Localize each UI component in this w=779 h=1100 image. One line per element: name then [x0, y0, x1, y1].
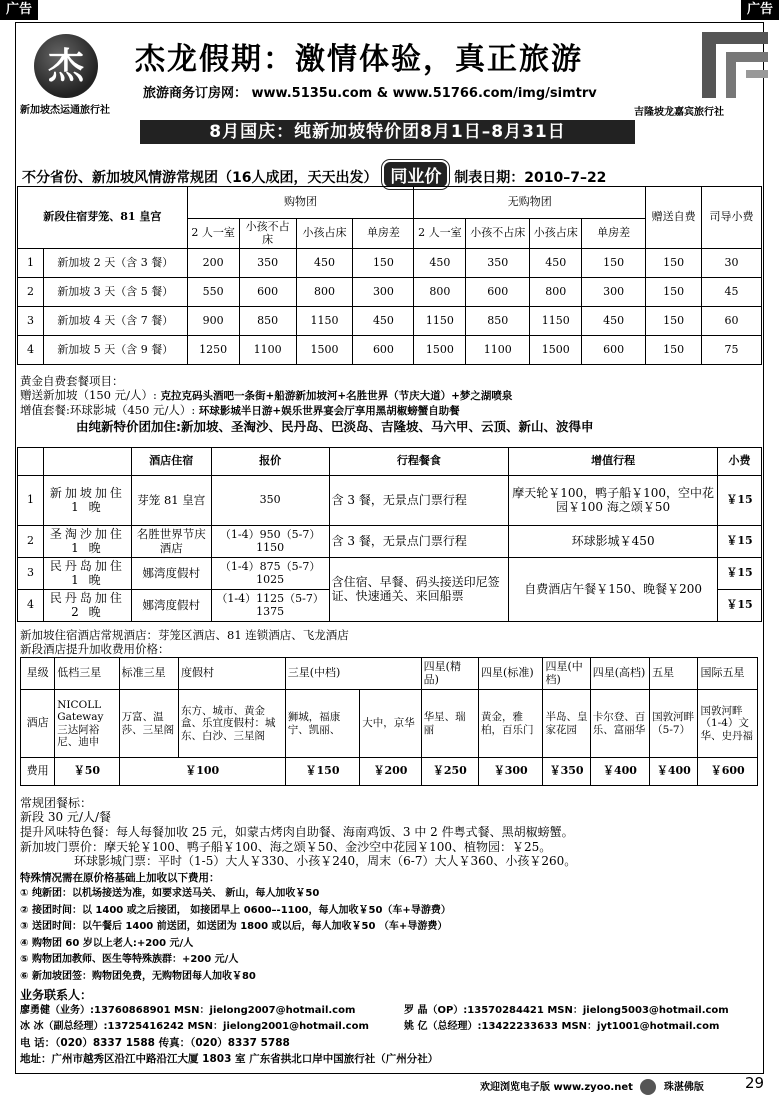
price-cell: 1100 — [466, 336, 530, 365]
star-level: 标准三星 — [119, 658, 178, 690]
table-row — [18, 249, 762, 278]
longjiabin-logo-icon — [700, 30, 770, 100]
extension-hotel: 名胜世界节庆酒店 — [131, 526, 211, 558]
trade-price-badge: 同业价 — [382, 160, 449, 189]
no-shopping-group-header: 无购物团 — [414, 187, 646, 219]
hotel-note-1: 新加坡住宿酒店常规酒店：芽笼区酒店、81 连锁酒店、飞龙酒店 — [20, 628, 349, 642]
contact-bing: 冰 冰（副总经理）:13725416242 MSN：jielong2001@hotmail.com — [20, 1021, 369, 1032]
gold-title: 黄金自费套餐项目： — [20, 374, 124, 388]
star-level: 三星(中档) — [285, 658, 421, 690]
hotel-note-2: 新段酒店提升加收费用价格： — [20, 642, 170, 656]
table-row — [18, 307, 762, 336]
fee-value: ￥200 — [360, 758, 421, 786]
extension-extra: 环球影城￥450 — [509, 526, 718, 558]
star-level: 四星(高档) — [590, 658, 649, 690]
gold-upgrade-label: 增值套餐:环球影城（450 元/人）: — [20, 403, 199, 417]
subcol-header: 小孩不占床 — [466, 219, 530, 249]
extension-meal: 含住宿、早餐、码头接送印尼签证、快速通关、来回船票 — [329, 558, 509, 622]
extension-header — [18, 448, 44, 476]
extension-name: 圣淘沙加住 1 晚 — [43, 526, 131, 558]
extension-hotel: 娜湾度假村 — [131, 590, 211, 622]
price-cell: 1100 — [239, 336, 296, 365]
price-cell: 200 — [187, 249, 239, 278]
hotel-names: 狮城，福康宁、凯丽、 — [285, 690, 360, 758]
gold-upgrade-line — [20, 403, 460, 418]
page-number: 29 — [745, 1074, 765, 1092]
contact-liao: 廖勇健（业务）:13760868901 MSN：jielong2007@hotmail.com — [20, 1005, 356, 1016]
hotel-header: 新段住宿芽笼、81 皇宫 — [18, 187, 188, 249]
special-title: 特殊情况需在原价格基础上加收以下费用： — [20, 872, 220, 884]
extension-header: 行程餐食 — [329, 448, 509, 476]
phone-fax: 电 话：（020）8337 1588 传真：（020）8337 5788 — [20, 1037, 290, 1049]
hotel-names: 大中，京华 — [360, 690, 421, 758]
price-cell: 300 — [582, 278, 646, 307]
price-cell: 800 — [414, 278, 466, 307]
extension-meal: 含 3 餐，无景点门票行程 — [329, 476, 509, 526]
price-cell: 1500 — [414, 336, 466, 365]
left-company: 新加坡杰运通旅行社 — [20, 105, 110, 116]
fee-value: ￥300 — [479, 758, 543, 786]
price-cell: 450 — [296, 249, 353, 278]
website-line: 旅游商务订房网： www.5135u.com & www.51766.com/img/simtrv — [143, 86, 597, 101]
note-line: 常规团餐标： — [20, 796, 93, 810]
table-row — [18, 526, 762, 558]
hotel-names: 黄金，雅柏，百乐门 — [479, 690, 543, 758]
price-cell: 1150 — [296, 307, 353, 336]
extension-name: 民丹岛加住 2 晚 — [43, 590, 131, 622]
edition-icon — [640, 1079, 656, 1095]
price-cell: 150 — [646, 336, 702, 365]
subcol-header: 小孩占床 — [530, 219, 582, 249]
star-level: 低档三星 — [55, 658, 119, 690]
price-cell: 300 — [353, 278, 414, 307]
fee-value: ￥250 — [421, 758, 478, 786]
price-cell: 1250 — [187, 336, 239, 365]
extension-hotel: 娜湾度假村 — [131, 558, 211, 590]
hotel-names: 华星、瑞丽 — [421, 690, 478, 758]
special-item: ① 纯新团：以机场接送为准，如要求送马关、 新山，每人加收￥50 — [20, 888, 320, 899]
extension-destinations: 由纯新特价团加住:新加坡、圣淘沙、民丹岛、巴淡岛、吉隆坡、马六甲、云顶、新山、波得申 — [76, 419, 594, 434]
subcol-header: 2 人一室 — [414, 219, 466, 249]
tour-info-text: 不分省份、新加坡风情游常规团（16人成团，天天出发） — [22, 170, 378, 186]
address: 地址：广州市越秀区沿江中路沿江大厦 1803 室 广东省拱北口岸中国旅行社（广州分社） — [20, 1053, 439, 1065]
ad-label-left: 广告 — [0, 0, 38, 20]
extension-hotel: 芽笼 81 皇宫 — [131, 476, 211, 526]
star-level: 四星(中档) — [543, 658, 590, 690]
extension-header — [43, 448, 131, 476]
hotel-names: 卡尔登、百乐、富丽华 — [590, 690, 649, 758]
special-item: ④ 购物团 60 岁以上老人:+200 元/人 — [20, 937, 194, 949]
row-number: 3 — [18, 558, 44, 590]
page-title: 杰龙假期：激情体验，真正旅游 — [135, 42, 583, 77]
hotel-names: 万富、温莎、三星阁 — [119, 690, 178, 758]
jielong-logo: 杰 — [34, 34, 98, 98]
subcol-header: 单房差 — [353, 219, 414, 249]
price-cell: 1150 — [414, 307, 466, 336]
table-date: 制表日期：2010–7–22 — [454, 170, 607, 186]
hotel-names: 半岛、皇家花园 — [543, 690, 590, 758]
row-number: 4 — [18, 336, 44, 365]
price-cell: 45 — [702, 278, 762, 307]
special-item: ⑥ 新加坡团签：购物团免费，无购物团每人加收￥80 — [20, 970, 256, 982]
note-line: 新加坡门票价：摩天轮￥100、鸭子船￥100、海之颂￥50、金沙空中花园￥100、植物园：￥25。 — [20, 840, 552, 854]
subcol-header: 单房差 — [582, 219, 646, 249]
price-cell: 600 — [466, 278, 530, 307]
fee-value: ￥100 — [119, 758, 285, 786]
note-line: 提升风味特色餐：每人每餐加收 25 元，如蒙古烤肉自助餐、海南鸡饭、3 中 2 件粤式餐、黑胡椒螃蟹。 — [20, 825, 574, 839]
promo-banner: 8月国庆：纯新加坡特价团8月1日–8月31日 — [140, 120, 635, 144]
price-cell: 450 — [582, 307, 646, 336]
extension-price: （1-4）950（5-7）1150 — [211, 526, 329, 558]
note-line: 新段 30 元/人/餐 — [20, 810, 111, 824]
price-cell: 30 — [702, 249, 762, 278]
price-cell: 150 — [582, 249, 646, 278]
gold-upgrade-content: 环球影城半日游+娱乐世界宴会厅享用黑胡椒螃蟹自助餐 — [198, 405, 460, 417]
tip-header: 司导小费 — [702, 187, 762, 249]
extension-extra: 摩天轮￥100，鸭子船￥100，空中花园￥100 海之颂￥50 — [509, 476, 718, 526]
price-cell: 60 — [702, 307, 762, 336]
hotel-names: 国敦河畔（5-7） — [650, 690, 698, 758]
extension-tip: ￥15 — [717, 476, 761, 526]
extension-price: 350 — [211, 476, 329, 526]
extension-header: 增值行程 — [509, 448, 718, 476]
price-cell: 800 — [296, 278, 353, 307]
fee-value: ￥600 — [698, 758, 758, 786]
tour-name: 新加坡 3 天（含 5 餐） — [43, 278, 187, 307]
table-row — [18, 558, 762, 590]
hotel-upgrade-table — [20, 657, 758, 786]
extension-header: 酒店住宿 — [131, 448, 211, 476]
price-cell: 600 — [353, 336, 414, 365]
star-label: 星级 — [21, 658, 55, 690]
hotel-label: 酒店 — [21, 690, 55, 758]
note-line: 环球影城门票：平时（1-5）大人￥330、小孩￥240，周末（6-7）大人￥360、小孩￥260。 — [74, 854, 577, 868]
price-cell: 1150 — [530, 307, 582, 336]
price-cell: 350 — [239, 249, 296, 278]
extension-meal: 含 3 餐，无景点门票行程 — [329, 526, 509, 558]
price-cell: 450 — [353, 307, 414, 336]
contacts-title: 业务联系人： — [20, 988, 93, 1002]
price-cell: 600 — [582, 336, 646, 365]
row-number: 1 — [18, 476, 44, 526]
extension-name: 新加坡加住 1 晚 — [43, 476, 131, 526]
price-cell: 150 — [646, 249, 702, 278]
star-level: 国际五星 — [698, 658, 758, 690]
footer-text — [480, 1078, 704, 1095]
extension-name: 民丹岛加住 1 晚 — [43, 558, 131, 590]
tour-name: 新加坡 5 天（含 9 餐） — [43, 336, 187, 365]
fee-value: ￥350 — [543, 758, 590, 786]
extension-tip: ￥15 — [717, 558, 761, 590]
extension-table — [17, 447, 762, 622]
row-number: 3 — [18, 307, 44, 336]
fee-label: 费用 — [21, 758, 55, 786]
ad-label-right: 广告 — [741, 0, 779, 20]
special-item: ② 接团时间：以 1400 或之后接团， 如接团早上 0600–-1100，每人加收￥50（车+导游费） — [20, 904, 451, 916]
subcol-header: 小孩占床 — [296, 219, 353, 249]
contact-luo: 罗 晶（OP）:13570284421 MSN：jielong5003@hotmail.com — [404, 1005, 729, 1016]
table-row — [21, 758, 758, 786]
price-cell: 600 — [239, 278, 296, 307]
price-cell: 450 — [530, 249, 582, 278]
table-row — [21, 658, 758, 690]
subcol-header: 2 人一室 — [187, 219, 239, 249]
fee-value: ￥400 — [650, 758, 698, 786]
star-level: 四星(精品) — [421, 658, 478, 690]
price-cell: 800 — [530, 278, 582, 307]
extension-tip: ￥15 — [717, 590, 761, 622]
price-cell: 150 — [646, 307, 702, 336]
extension-price: （1-4）875（5-7）1025 — [211, 558, 329, 590]
table-row — [21, 690, 758, 758]
price-cell: 150 — [353, 249, 414, 278]
gold-gift-label: 赠送新加坡（150 元/人）: — [20, 388, 161, 402]
extension-price: （1-4）1125（5-7）1375 — [211, 590, 329, 622]
row-number: 2 — [18, 526, 44, 558]
table-row — [18, 336, 762, 365]
star-level: 四星(标准) — [479, 658, 543, 690]
price-cell: 450 — [414, 249, 466, 278]
fee-value: ￥50 — [55, 758, 119, 786]
price-cell: 150 — [646, 278, 702, 307]
table-row — [18, 476, 762, 526]
tour-name: 新加坡 2 天（含 3 餐） — [43, 249, 187, 278]
star-level: 度假村 — [179, 658, 286, 690]
table-row — [18, 278, 762, 307]
subcol-header: 小孩不占床 — [239, 219, 296, 249]
tour-name: 新加坡 4 天（含 7 餐） — [43, 307, 187, 336]
gold-gift-line — [20, 388, 512, 403]
star-level: 五星 — [650, 658, 698, 690]
extension-header: 小费 — [717, 448, 761, 476]
price-cell: 1500 — [530, 336, 582, 365]
row-number: 2 — [18, 278, 44, 307]
gift-header: 赠送自费 — [646, 187, 702, 249]
extension-tip: ￥15 — [717, 526, 761, 558]
price-cell: 850 — [466, 307, 530, 336]
footer-edition: 珠湛佛版 — [663, 1082, 704, 1093]
price-cell: 550 — [187, 278, 239, 307]
right-company: 吉隆坡龙嘉宾旅行社 — [634, 107, 724, 118]
special-item: ③ 送团时间：以午餐后 1400 前送团，如送团为 1800 或以后，每人加收￥50 （车+导游费） — [20, 921, 448, 932]
footer-site: 欢迎浏览电子版 www.zyoo.net — [480, 1082, 633, 1093]
price-table — [17, 186, 762, 365]
extension-header: 报价 — [211, 448, 329, 476]
hotel-names: 国敦河畔（1-4）文华、史丹福 — [698, 690, 758, 758]
price-cell: 850 — [239, 307, 296, 336]
tour-info-line — [22, 160, 606, 189]
price-cell: 75 — [702, 336, 762, 365]
fee-value: ￥400 — [590, 758, 649, 786]
row-number: 1 — [18, 249, 44, 278]
row-number: 4 — [18, 590, 44, 622]
price-cell: 900 — [187, 307, 239, 336]
shopping-group-header: 购物团 — [187, 187, 414, 219]
hotel-names: NICOLL Gateway 三达阿裕尼、迪申 — [55, 690, 119, 758]
price-cell: 1500 — [296, 336, 353, 365]
fee-value: ￥150 — [285, 758, 360, 786]
gold-gift-content: 克拉克码头酒吧一条街+船游新加坡河+名胜世界（节庆大道）+梦之湖喷泉 — [160, 390, 513, 402]
hotel-names: 东方、城市、黄金盒、乐宜度假村：城东、白沙、三星阁 — [179, 690, 286, 758]
contact-yao: 姚 亿（总经理）:13422233633 MSN：jyt1001@hotmail.com — [404, 1021, 720, 1032]
price-cell: 350 — [466, 249, 530, 278]
special-item: ⑤ 购物团加教师、医生等特殊族群：+200 元/人 — [20, 954, 239, 965]
extension-extra: 自费酒店午餐￥150、晚餐￥200 — [509, 558, 718, 622]
